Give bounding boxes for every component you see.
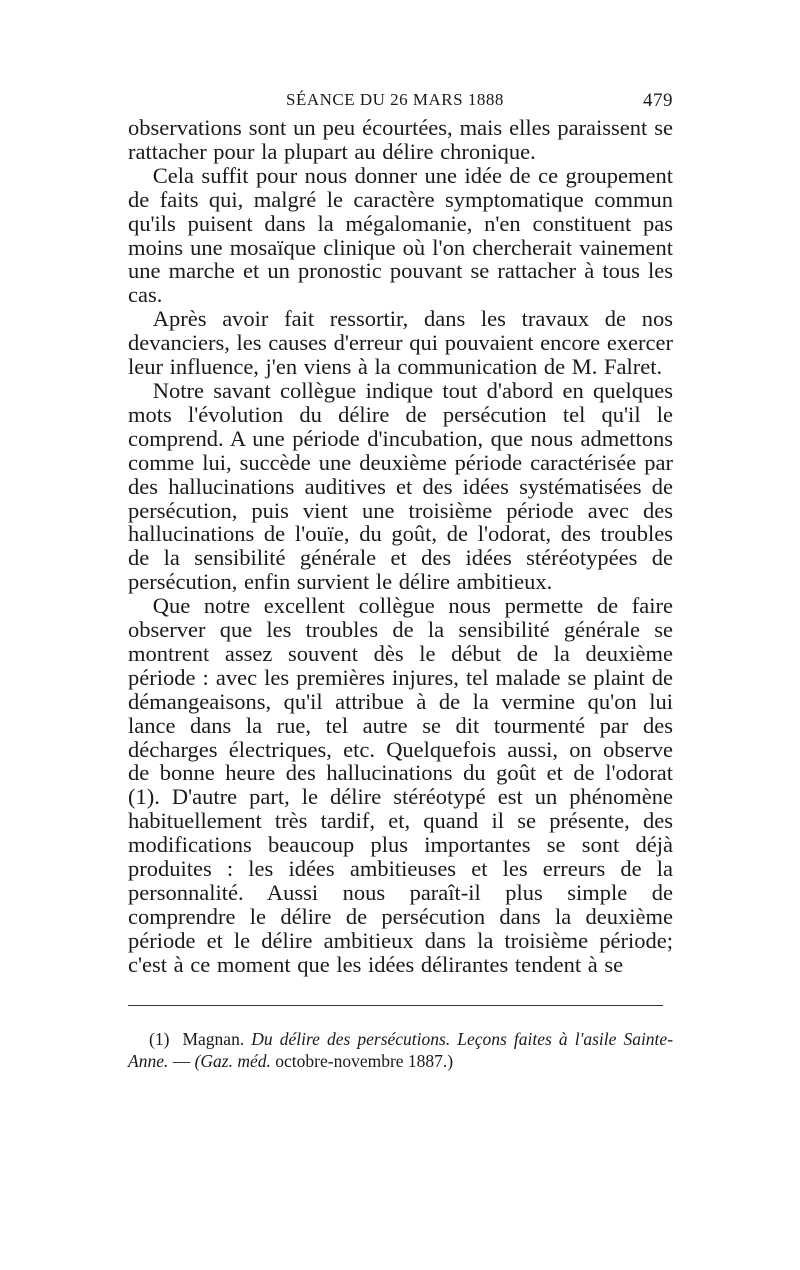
- footnote-title: Du délire des persécutions. Leçons faites à l'asile Sainte-Anne.: [128, 1028, 674, 1071]
- running-head: [128, 90, 673, 116]
- footnote: [128, 1028, 673, 1072]
- footnote-date: octobre-novembre 1887.): [275, 1050, 454, 1071]
- paragraph: Après avoir fait ressortir, dans les travaux de nos devanciers, les causes d'erreur qui pouvaient encore exercer leur influence, j'en viens à la communication de M. Falret.: [128, 306, 673, 380]
- footnote-author: Magnan.: [182, 1028, 245, 1049]
- book-page: [128, 90, 673, 1072]
- running-title: SÉANCE DU 26 MARS 1888: [286, 90, 504, 109]
- footnote-rule: [128, 1005, 663, 1006]
- paragraph-continuation: observations sont un peu écourtées, mais elles paraissent se rattacher pour la plupart au délire chronique.: [128, 115, 673, 164]
- paragraph: Notre savant collègue indique tout d'abord en quelques mots l'évolution du délire de persécution tel qu'il le comprend. A une période d'incubation, que nous admettons comme lui, succède une deuxième période caractérisée par des hallucinations auditives et des idées systématisées de persécution, puis vient une troisième période avec des hallucinations de l'ouïe, du goût, de l'odorat, des troubles de la sensibilité générale et des idées stéréotypées de persécution, enfin survient le délire ambitieux.: [128, 377, 673, 595]
- page-number: 479: [643, 90, 673, 111]
- footnote-journal: (Gaz. méd.: [194, 1050, 271, 1071]
- paragraph: Cela suffit pour nous donner une idée de ce groupement de faits qui, malgré le caractère symptomatique commun qu'ils puisent dans la mégalomanie, n'en constituent pas moins une mosaïque clinique où l'on chercherait vainement une marche et un pronostic pouvant se rattacher à tous les cas.: [128, 162, 673, 308]
- paragraph: Que notre excellent collègue nous permette de faire observer que les troubles de la sensibilité générale se montrent assez souvent dès le début de la deuxième période : avec les premières injures, tel malade se plaint de démangeaisons, qu'il attribue à de la vermine qu'on lui lance dans la rue, tel autre se dit tourmenté par des décharges électriques, etc. Quelquefois aussi, on observe de bonne heure des hallucinations du goût et de l'odorat (1). D'autre part, le délire stéréotypé est un phénomène habituellement très tardif, et, quand il se présente, des modifications beaucoup plus importantes se sont déjà produites : les idées ambitieuses et les erreurs de la personnalité. Aussi nous paraît-il plus simple de comprendre le délire de persécution dans la deuxième période et le délire ambitieux dans la troisième période; c'est à ce moment que les idées délirantes tendent à se: [128, 593, 673, 977]
- body-text: [128, 116, 673, 977]
- footnote-marker: (1): [149, 1028, 170, 1049]
- footnote-separator: —: [172, 1050, 191, 1071]
